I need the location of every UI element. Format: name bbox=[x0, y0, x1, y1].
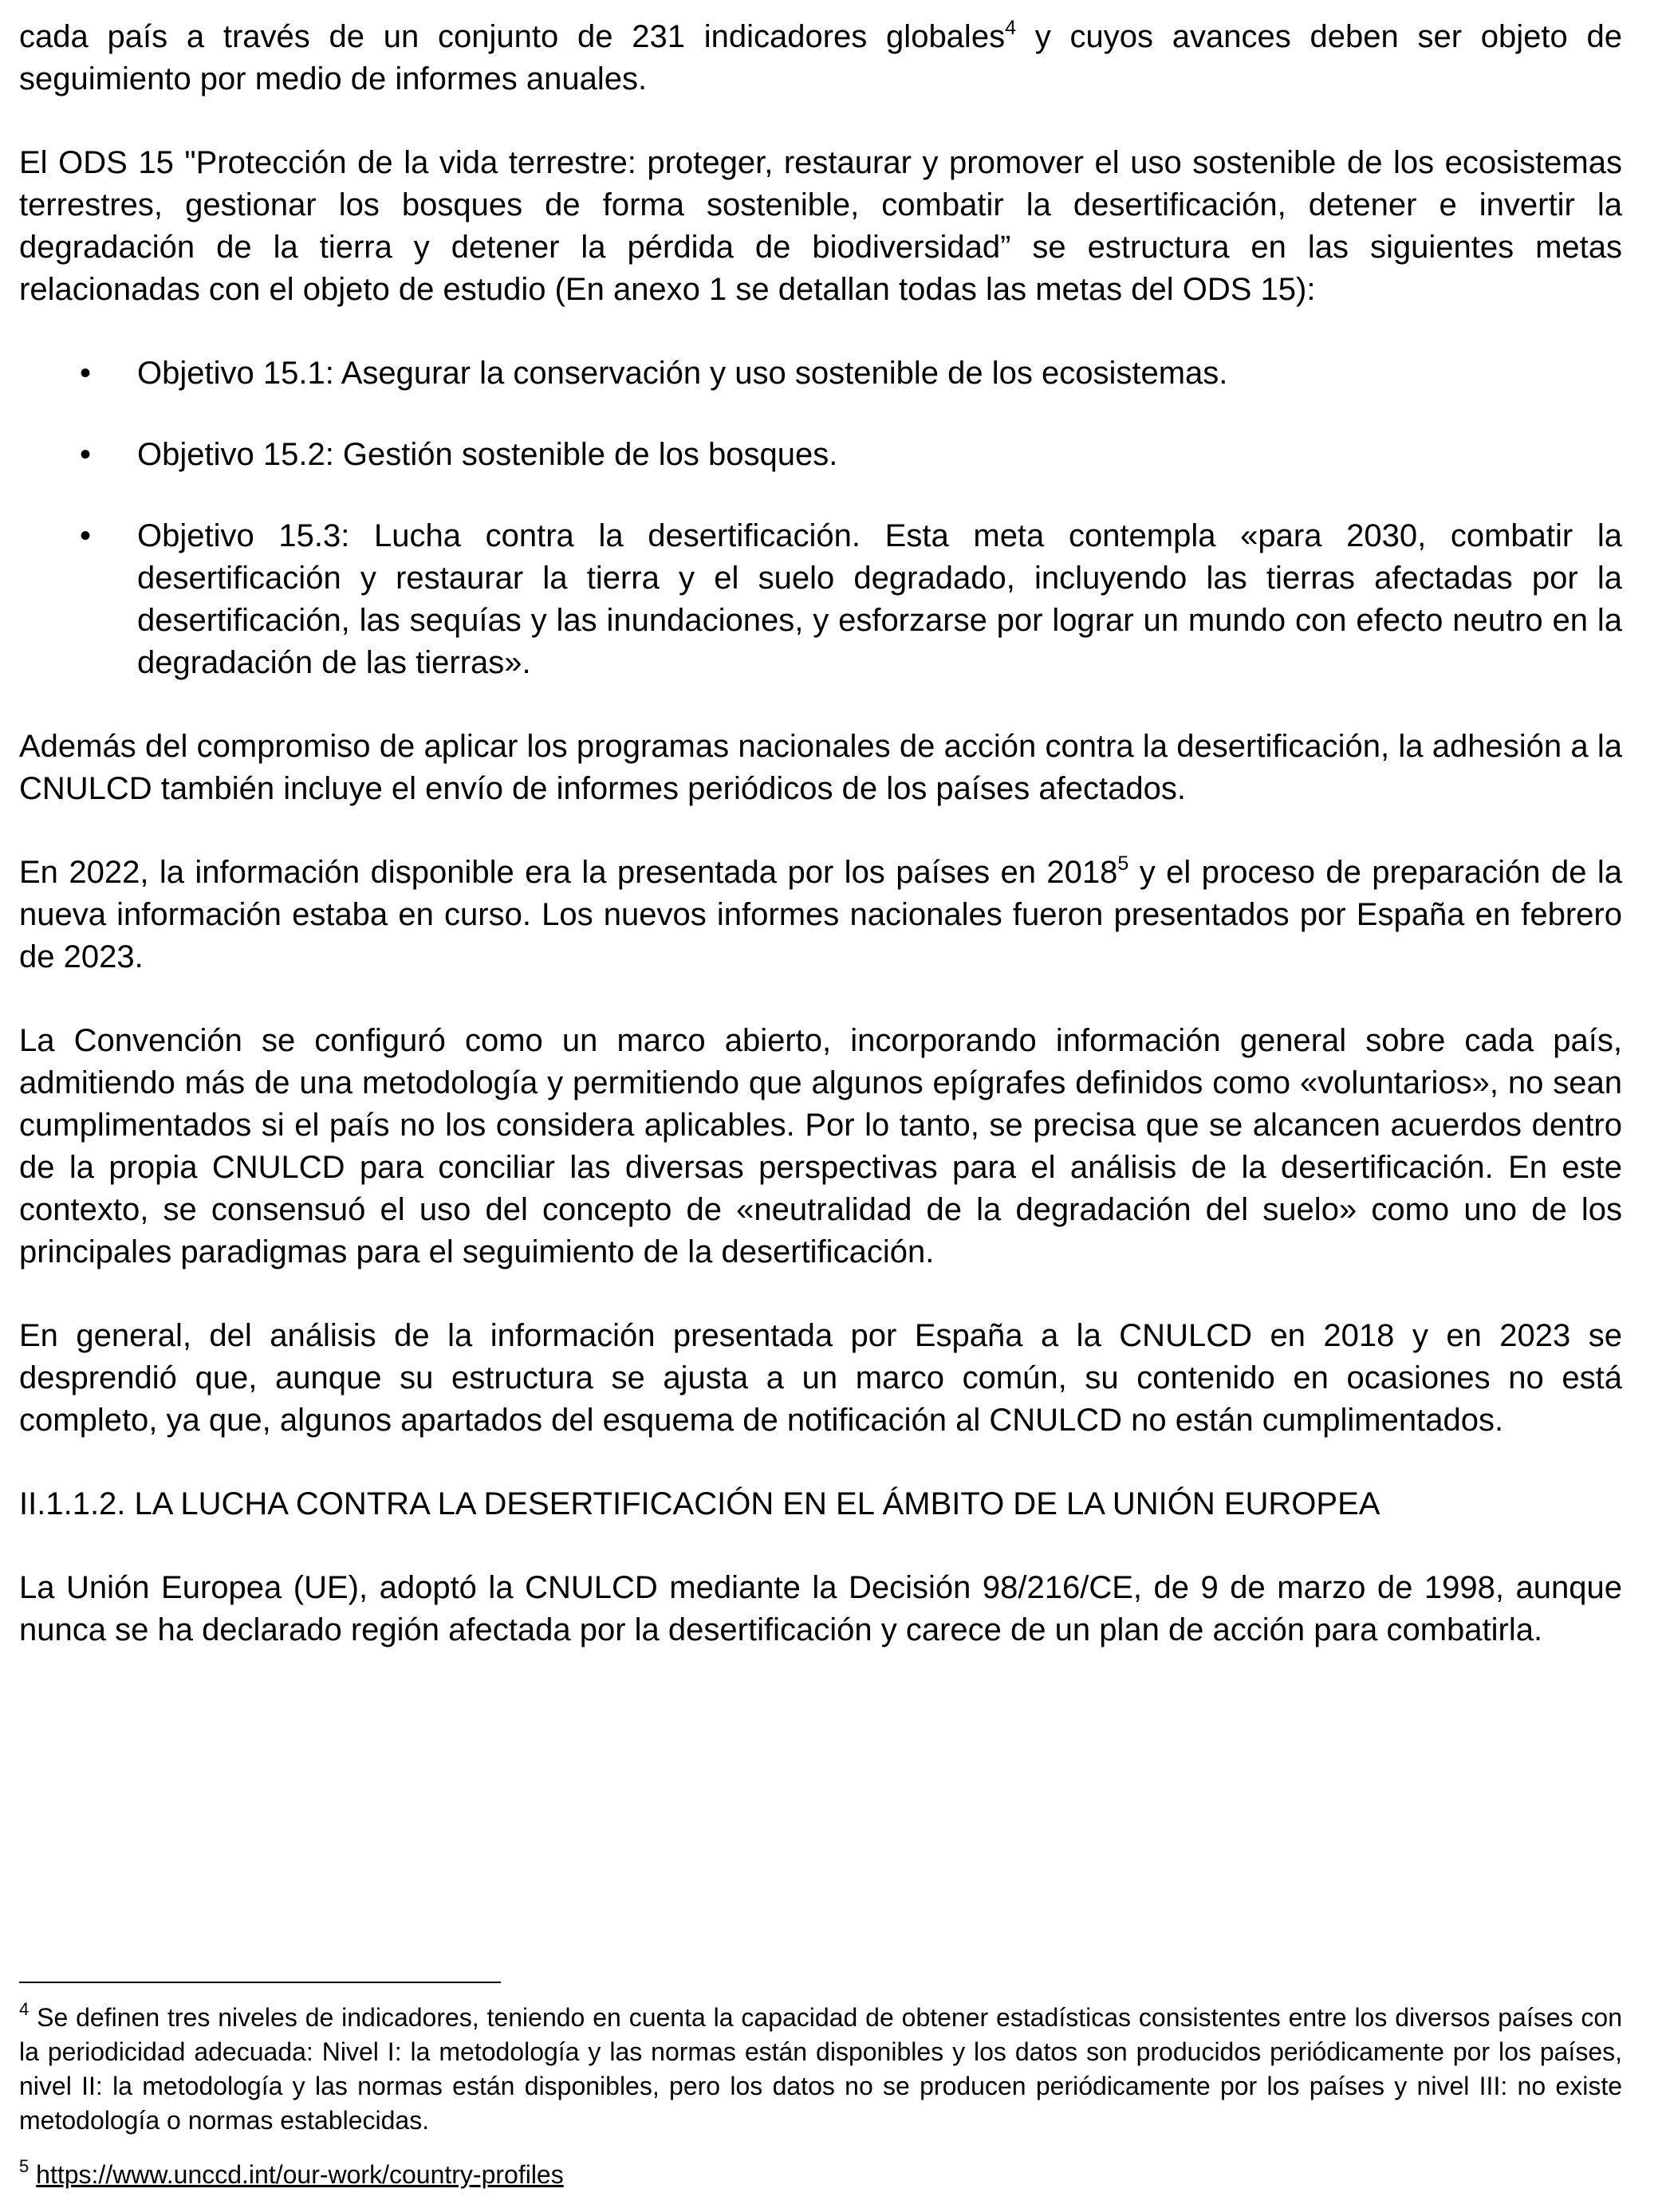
list-item-goal-15-1: • Objetivo 15.1: Asegurar la conservación y uso sostenible de los ecosistemas. bbox=[19, 352, 1622, 395]
footnote-marker-4: 4 bbox=[19, 1999, 30, 2020]
goals-list bbox=[19, 352, 1622, 684]
bullet-icon: • bbox=[80, 356, 92, 391]
paragraph-2022-information: En 2022, la información disponible era la presentada por los países en 2018$^5$ y el proceso de preparación de la nueva información estaba en curso. Los nuevos informes nacionales fueron presentados por España en febrero de 2023. bbox=[19, 852, 1622, 974]
paragraph-commitment: Además del compromiso de aplicar los programas nacionales de acción contra la desertificación, la adhesión a la CNULCD también incluye el envío de informes periódicos de los países afectados. bbox=[19, 729, 1622, 806]
paragraph-european-union: La Unión Europea (UE), adoptó la CNULCD mediante la Decisión 98/216/CE, de 9 de marzo de 1998, aunque nunca se ha declarado región afectada por la desertificación y carece de un plan de acción para combatirla. bbox=[19, 1570, 1622, 1647]
footnote-4: $^4$ Se definen tres niveles de indicadores, teniendo en cuenta la capacidad de obtener estadísticas consistentes entre los diversos países con la periodicidad adecuada: Nivel I: la metodología y las normas están disponibles y los datos son producidos periódicamente por los países, nivel II: la metodología y las normas están disponibles, pero los datos no se producen periódicamente por los países y nivel III: no existe metodología o normas establecidas. bbox=[19, 1999, 1622, 2135]
section-heading: II.1.1.2. LA LUCHA CONTRA LA DESERTIFICACIÓN EN EL ÁMBITO DE LA UNIÓN EUROPEA bbox=[19, 1486, 1380, 1521]
paragraph-indicators: cada país a través de un conjunto de 231 indicadores globales$^4$ y cuyos avances deben ser objeto de seguimiento por medio de informes anuales. bbox=[19, 16, 1623, 96]
bullet-icon: • bbox=[80, 518, 92, 553]
footnote-ref-4[interactable]: 4 bbox=[1005, 16, 1016, 39]
footnotes bbox=[19, 2001, 1622, 2212]
paragraph-convention-framework: La Convención se configuró como un marco abierto, incorporando información general sobre cada país, admitiendo más de una metodología y permitiendo que algunos epígrafes definidos como «voluntarios», no sean cumplimentados si el país no los considera aplicables. Por lo tanto, se precisa que se alcancen acuerdos dentro de la propia CNULCD para conciliar las diversas perspectivas para el análisis de la desertificación. En este contexto, se consensuó el uso del concepto de «neutralidad de la degradación del suelo» como uno de los principales paradigmas para el seguimiento de la desertificación. bbox=[19, 1023, 1622, 1269]
country-profiles-link[interactable]: https://www.unccd.int/our-work/country-profiles bbox=[36, 2160, 564, 2189]
footnote-marker-5: 5 bbox=[19, 2156, 30, 2177]
footnote-ref-5[interactable]: 5 bbox=[1117, 852, 1129, 875]
footnote-5 bbox=[19, 2158, 1622, 2192]
footnote-divider bbox=[19, 1982, 501, 1983]
list-item-goal-15-2: • Objetivo 15.2: Gestión sostenible de los bosques. bbox=[19, 434, 1622, 476]
paragraph-analysis-spain: En general, del análisis de la información presentada por España a la CNULCD en 2018 y en 2023 se desprendió que, aunque su estructura se ajusta a un marco común, su contenido en ocasiones no está completo, ya que, algunos apartados del esquema de notificación al CNULCD no están cumplimentados. bbox=[19, 1318, 1622, 1438]
main-text bbox=[19, 16, 1622, 1651]
paragraph-ods15: El ODS 15 "Protección de la vida terrestre: proteger, restaurar y promover el uso sostenible de los ecosistemas terrestres, gestionar los bosques de forma sostenible, combatir la desertificación, detener e invertir la degradación de la tierra y detener la pérdida de biodiversidad” se estructura en las siguientes metas relacionadas con el objeto de estudio (En anexo 1 se detallan todas las metas del ODS 15): bbox=[19, 145, 1622, 307]
bullet-icon: • bbox=[80, 437, 92, 472]
list-item-goal-15-3: • Objetivo 15.3: Lucha contra la desertificación. Esta meta contempla «para 2030, combatir la desertificación y restaurar la tierra y el suelo degradado, incluyendo las tierras afectadas por la desertificación, las sequías y las inundaciones, y esforzarse por lograr un mundo con efecto neutro en la degradación de las tierras». bbox=[19, 515, 1622, 684]
